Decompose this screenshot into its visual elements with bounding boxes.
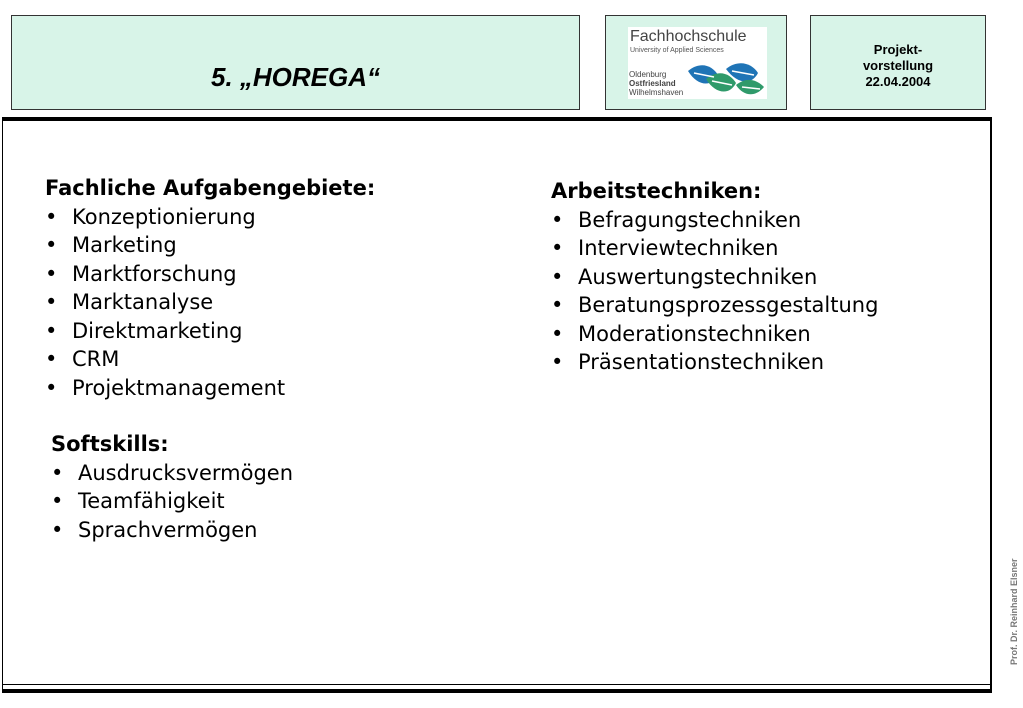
bullet-icon: • [51,460,64,485]
list-item-text: Sprachvermögen [78,517,258,542]
list-item-text: Moderationstechniken [578,321,811,346]
section-heading: Arbeitstechniken: [551,179,762,203]
list-item-text: Marktanalyse [72,290,214,314]
list-item [551,263,878,292]
list-item [45,203,375,232]
bullet-list [551,206,878,377]
bullet-icon: • [551,293,564,317]
list-item [45,345,375,374]
logo-title: Fachhochschule [630,28,747,45]
logo-city-wilhelmshaven: Wilhelmshaven [629,88,684,97]
bottom-rule-thick [2,689,992,693]
list-item [45,288,375,317]
date-line-1: Projekt- [873,42,923,57]
list-item [551,320,878,349]
bullet-icon: • [551,207,564,232]
list-item [45,231,375,260]
section-heading: Fachliche Aufgabengebiete: [45,176,376,200]
list-item [51,516,293,545]
bullet-icon: • [551,321,564,346]
list-item-text: Konzeptionierung [72,204,256,229]
bullet-icon: • [45,347,58,371]
list-item [51,487,293,516]
list-item-text: Auswertungstechniken [578,264,818,289]
bullet-icon: • [45,318,58,343]
section-heading: Softskills: [51,432,169,456]
list-item [551,234,878,263]
section-arbeitstechniken [551,177,878,377]
presentation-date [811,42,985,90]
section-fachliche [45,174,375,402]
logo-city-ostfriesland: Ostfriesland [629,79,676,88]
list-item [551,291,878,320]
bullet-icon: • [45,290,58,314]
bullet-icon: • [551,264,564,289]
section-softskills [51,430,293,544]
list-item [551,348,878,377]
bullet-list [45,203,375,403]
logo-city-oldenburg: Oldenburg [629,70,667,79]
date-box [810,15,986,110]
bullet-list [51,459,293,545]
list-item-text: Direktmarketing [72,318,243,343]
list-item [45,260,375,289]
bullet-icon: • [45,261,58,286]
slide-title: 5. „HOREGA“ [210,62,381,92]
list-item-text: Interviewtechniken [578,236,779,260]
fachhochschule-logo [628,27,767,99]
date-line-3: 22.04.2004 [865,74,931,89]
list-item [551,206,878,235]
bullet-icon: • [45,233,58,257]
bullet-icon: • [51,489,64,513]
list-item [51,459,293,488]
list-item-text: Marketing [72,233,177,257]
bullet-icon: • [551,236,564,260]
bullet-icon: • [551,350,564,374]
bottom-rule-thin [2,684,992,685]
logo-box [605,15,787,110]
list-item [45,374,375,403]
author-name: Prof. Dr. Reinhard Elsner [1009,558,1019,665]
list-item [45,317,375,346]
leaf-icon [686,61,766,99]
list-item-text: Beratungsprozessgestaltung [578,293,879,317]
author-credit [1001,540,1017,665]
bullet-icon: • [45,375,58,400]
list-item-text: Ausdrucksvermögen [78,460,294,485]
date-line-2: vorstellung [862,58,934,73]
list-item-text: Präsentationstechniken [578,350,825,374]
logo-subtitle: University of Applied Sciences [630,47,724,54]
bullet-icon: • [51,517,64,542]
list-item-text: CRM [72,347,120,371]
bullet-icon: • [45,204,58,229]
list-item-text: Teamfähigkeit [78,489,225,513]
list-item-text: Projektmanagement [72,375,286,400]
title-box [11,15,580,110]
list-item-text: Marktforschung [72,261,237,286]
list-item-text: Befragungstechniken [578,207,802,232]
